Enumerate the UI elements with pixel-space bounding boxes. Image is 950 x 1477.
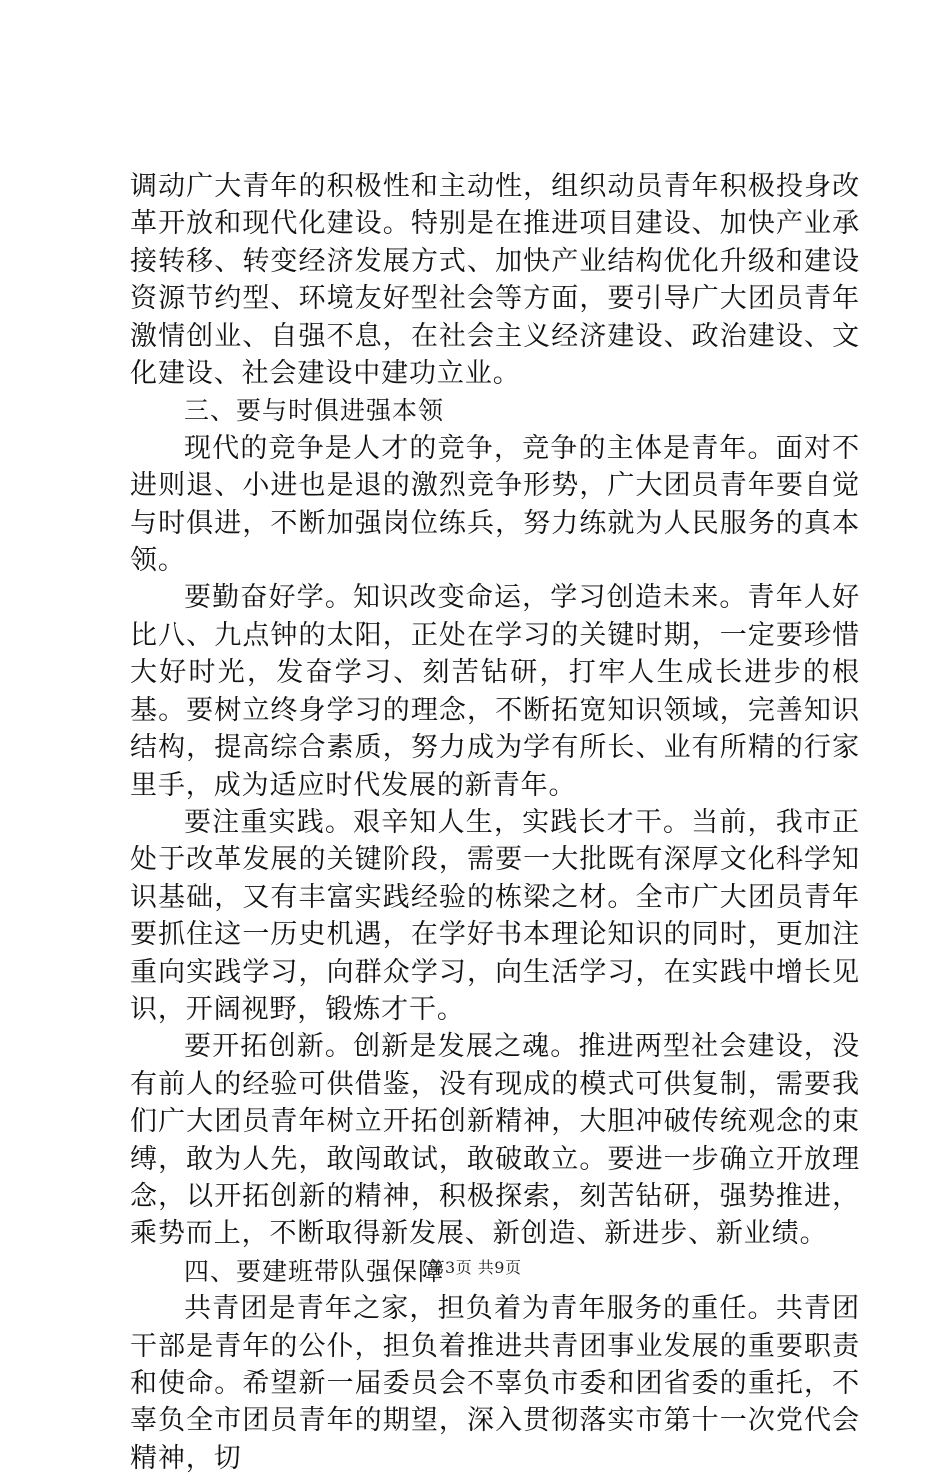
section-heading-four: 四、要建班带队强保障 [184, 1256, 445, 1286]
paragraph-study: 要勤奋好学。知识改变命运，学习创造未来。青年人好比八、九点钟的太阳，正处在学习的关键时期，一定要珍惜大好时光，发奋学习、刻苦钻研，打牢人生成长进步的根基。要树立终身学习的理念，不断拓宽知识领域，完善知识结构，提高综合素质，努力成为学有所长、业有所精的行家里手，成为适应时代发展的新青年。 [130, 582, 860, 801]
paragraph-competition: 现代的竞争是人才的竞争，竞争的主体是青年。面对不进则退、小进也是退的激烈竞争形势，广大团员青年要自觉与时俱进，不断加强岗位练兵，努力练就为人民服务的真本领。 [130, 432, 860, 577]
document-body [130, 168, 860, 1477]
section-heading-three: 三、要与时俱进强本领 [184, 396, 445, 426]
paragraph-youth-league: 共青团是青年之家，担负着为青年服务的重任。共青团干部是青年的公仆，担负着推进共青团事业发展的重要职责和使命。希望新一届委员会不辜负市委和团省委的重托，不辜负全市团员青年的期望，深入贯彻落实市第十一次党代会精神，切 [130, 1293, 860, 1474]
paragraph-continuation: 调动广大青年的积极性和主动性，组织动员青年积极投身改革开放和现代化建设。特别是在推进项目建设、加快产业承接转移、转变经济发展方式、加快产业结构优化升级和建设资源节约型、环境友好型社会等方面，要引导广大团员青年激情创业、自强不息，在社会主义经济建设、政治建设、文化建设、社会建设中建功立业。 [130, 171, 860, 390]
paragraph-practice: 要注重实践。艰辛知人生，实践长才干。当前，我市正处于改革发展的关键阶段，需要一大批既有深厚文化科学知识基础，又有丰富实践经验的栋梁之材。全市广大团员青年要抓住这一历史机遇，在学好书本理论知识的同时，更加注重向实践学习，向群众学习，向生活学习，在实践中增长见识，开阔视野，锻炼才干。 [130, 806, 860, 1025]
paragraph-innovation: 要开拓创新。创新是发展之魂。推进两型社会建设，没有前人的经验可供借鉴，没有现成的模式可供复制，需要我们广大团员青年树立开拓创新精神，大胆冲破传统观念的束缚，敢为人先，敢闯敢试，敢破敢立。要进一步确立开放理念，以开拓创新的精神，积极探索，刻苦钻研，强势推进，乘势而上，不断取得新发展、新创造、新进步、新业绩。 [130, 1031, 860, 1250]
page-number-footer: 第3页 共9页 [428, 1258, 522, 1277]
